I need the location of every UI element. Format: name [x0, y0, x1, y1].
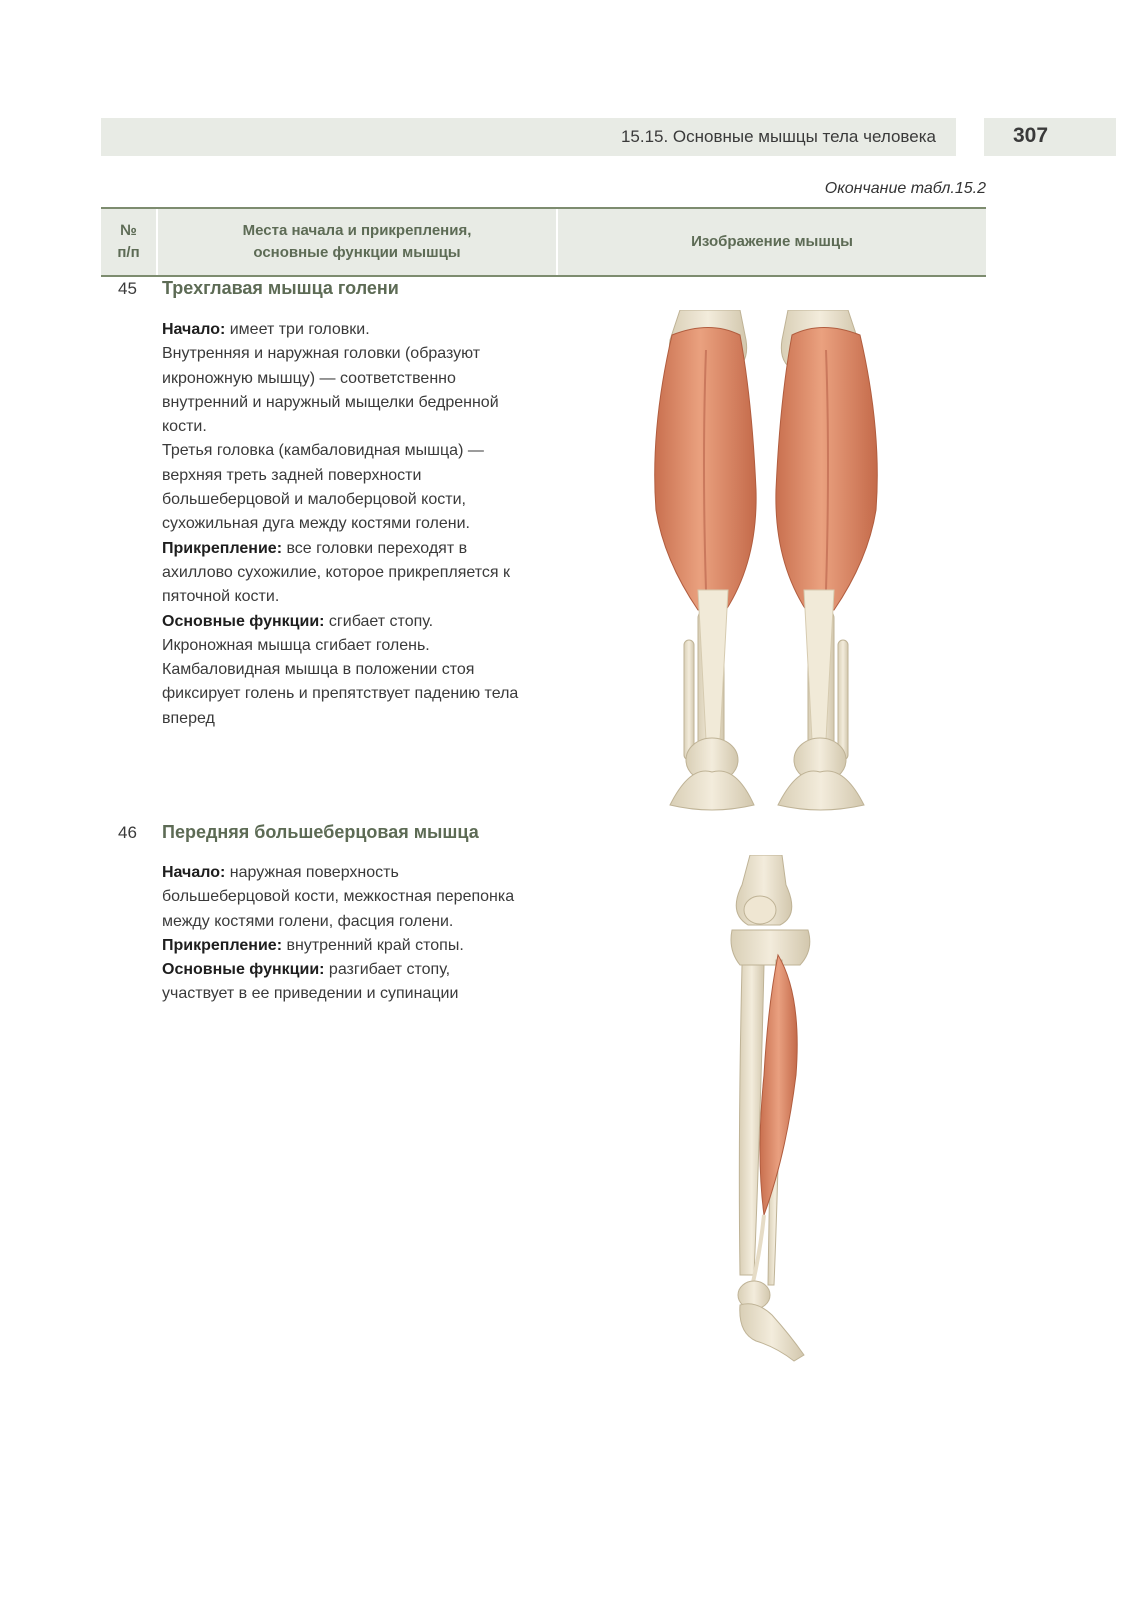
description-paragraph — [162, 537, 522, 610]
paragraph-text: сгибает стопу. — [324, 612, 434, 630]
running-title: 15.15. Основные мышцы тела человека — [620, 127, 936, 146]
paragraph-text: Камбаловидная мышца в положении стоя фиксирует голень и препятствует падению тела вперед — [162, 661, 519, 727]
column-header-image — [558, 209, 986, 275]
paragraph-label: Начало: — [162, 321, 226, 338]
column-header-number-label: № п/п — [117, 222, 140, 261]
description-paragraph — [162, 934, 522, 958]
description-paragraph — [162, 634, 522, 658]
paragraph-text: Икроножная мышца сгибает голень. — [162, 636, 430, 654]
description-paragraph — [162, 958, 522, 1007]
row-number: 46 — [118, 823, 137, 842]
description-paragraph — [162, 439, 522, 536]
muscle-title: Передняя большеберцовая мышца — [162, 822, 479, 842]
paragraph-label: Прикрепление: — [162, 936, 283, 954]
page-number: 307 — [1013, 124, 1049, 147]
paragraph-label: Основные функции: — [162, 961, 325, 979]
description-paragraph — [162, 610, 522, 634]
muscle-description — [162, 318, 522, 731]
triceps-surae-illustration — [640, 310, 890, 820]
running-header — [101, 118, 956, 156]
paragraph-label: Прикрепление: — [162, 539, 283, 557]
column-header-description-label: Места начала и прикрепления, основные функции мышцы — [242, 222, 472, 261]
left-leg — [655, 310, 756, 810]
column-header-number — [101, 209, 158, 275]
paragraph-text: имеет три головки. — [225, 321, 370, 338]
paragraph-text: все головки переходят в ахиллово сухожилие, которое прикрепляется к пяточной кости. — [162, 539, 510, 606]
paragraph-text: Внутренняя и наружная головки (образуют икроножную мышцу) — соответственно внутренний и наружный мыщелки бедренной кости. — [162, 345, 499, 436]
right-leg — [776, 310, 877, 810]
table-caption: Окончание табл.15.2 — [824, 180, 986, 197]
muscle-description — [162, 861, 522, 1007]
page-number-box — [984, 118, 1116, 156]
paragraph-text: Третья головка (камбаловидная мышца) — верхняя треть задней поверхности большеберцовой и малоберцовой кости, сухожильная дуга между костями голени. — [162, 442, 484, 533]
row-number: 45 — [118, 279, 137, 298]
paragraph-label: Начало: — [162, 864, 226, 881]
description-paragraph — [162, 342, 522, 439]
paragraph-text: наружная поверхность большеберцовой кости, межкостная перепонка между костями голени, фасция голени. — [162, 864, 515, 930]
paragraph-label: Основные функции: — [162, 612, 325, 630]
muscle-title: Трехглавая мышца голени — [162, 278, 399, 298]
paragraph-text: внутренний край стопы. — [282, 936, 464, 954]
column-header-description — [158, 209, 558, 275]
description-paragraph — [162, 658, 522, 731]
column-header-image-label: Изображение мышцы — [691, 233, 853, 250]
paragraph-text: разгибает стопу, участвует в ее приведении и супинации — [162, 961, 459, 1003]
description-paragraph — [162, 861, 522, 934]
table-header — [101, 207, 986, 277]
tibialis-anterior-illustration — [720, 855, 820, 1365]
description-paragraph — [162, 318, 522, 342]
